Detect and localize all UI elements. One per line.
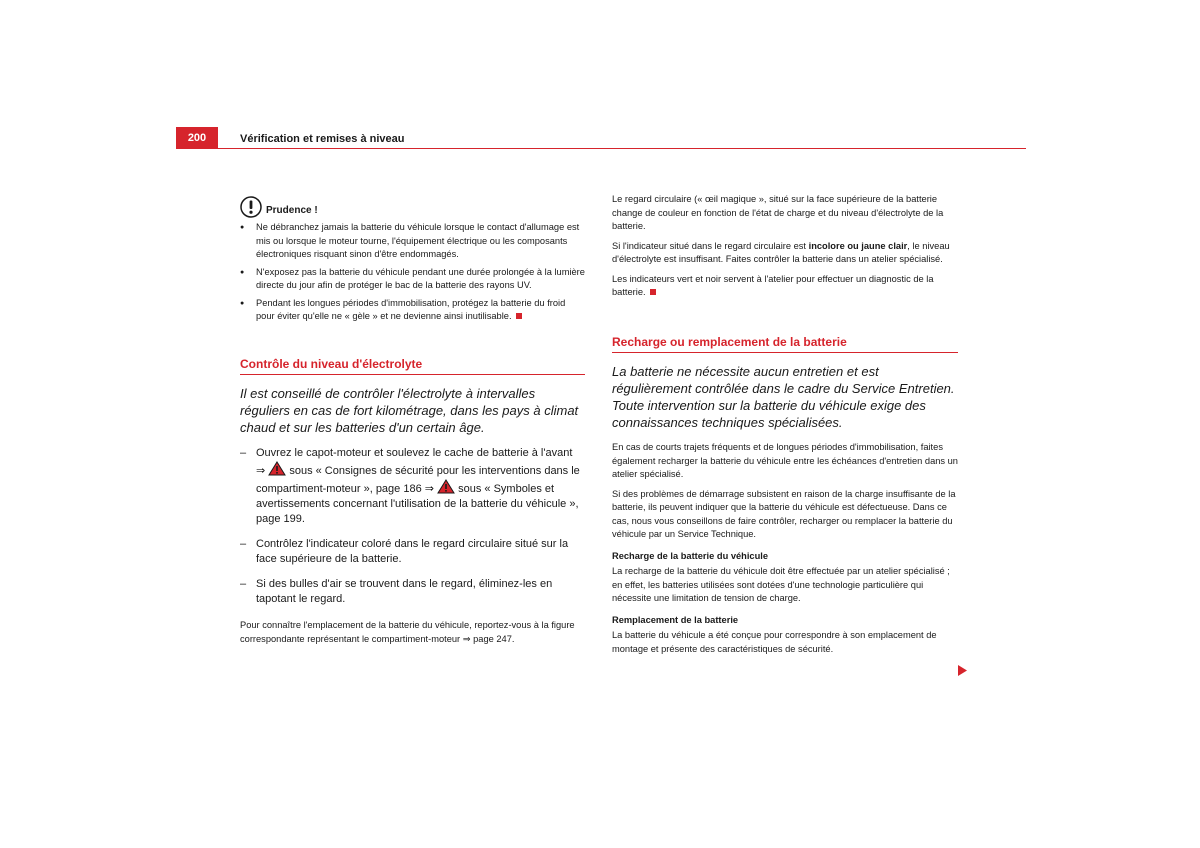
left-column xyxy=(240,196,585,652)
paragraph: Si des problèmes de démarrage subsistent en raison de la charge insuffisante de la batterie, ils peuvent indiquer que la batterie du véhicule est défectueuse. Dans ce cas, nous vous conseillons de faire contrôler, recharger ou remplacer la batterie du véhicule par un Service Technique. xyxy=(612,488,956,539)
caution-item: ● N'exposez pas la batterie du véhicule pendant une durée prolongée à la lumière directe du jour afin de protéger le bac de la batterie des rayons UV. xyxy=(240,266,585,293)
footnote-text: Pour connaître l'emplacement de la batterie du véhicule, reportez-vous à la figure correspondante représentant le compartiment-moteur xyxy=(240,620,575,644)
step-item: – Contrôlez l'indicateur coloré dans le regard circulaire situé sur la face supérieure de la batterie. xyxy=(240,537,585,567)
warning-triangle-icon xyxy=(268,461,286,476)
step1-text-c: sous « Symboles et avertissements concernant l'utilisation de la batterie du véhicule », page 199. xyxy=(256,483,579,525)
warning-triangle-icon xyxy=(437,479,455,494)
caution-item-text: Pendant les longues périodes d'immobilisation, protégez la batterie du froid pour éviter qu'elle ne « gèle » et ne devienne ainsi inutilisable. xyxy=(256,297,566,321)
recharge-heading: Recharge ou remplacement de la batterie xyxy=(612,336,958,354)
paragraph: En cas de courts trajets fréquents et de longues périodes d'immobilisation, faites également recharger la batterie du véhicule entre les échéances d'entretien dans un atelier spécialisé. xyxy=(612,442,958,479)
right-column xyxy=(612,193,958,662)
footnote xyxy=(240,619,585,646)
subheading: Recharge de la batterie du véhicule xyxy=(612,550,769,561)
page-title: Vérification et remises à niveau xyxy=(240,133,405,145)
caution-item xyxy=(240,297,585,324)
recharge-lead: La batterie ne nécessite aucun entretien et est régulièrement contrôlée dans le cadre du Service Entretien. Toute intervention sur la batterie du véhicule exige des connaissances techniques spécialisées. xyxy=(612,364,955,430)
exclamation-icon xyxy=(240,196,262,218)
ref-arrow: ⇒ xyxy=(256,465,266,477)
paragraph: La recharge de la batterie du véhicule doit être effectuée par un atelier spécialisé ; en effet, les batteries utilisées sont dotées d'une technologie particulière qui nécessite une limitation de tension de charge. xyxy=(612,566,950,603)
paragraph: Le regard circulaire (« œil magique », situé sur la face supérieure de la batterie change de couleur en fonction de l'état de charge et du niveau d'électrolyte de la batterie. xyxy=(612,194,944,231)
end-of-section-marker xyxy=(516,313,522,319)
paragraph-text: Les indicateurs vert et noir servent à l'atelier pour effectuer un diagnostic de la batterie. xyxy=(612,273,934,297)
paragraph-text: Si l'indicateur situé dans le regard circulaire est xyxy=(612,240,807,251)
ref-arrow: ⇒ xyxy=(462,633,471,644)
continue-arrow-icon xyxy=(958,665,967,676)
paragraph: La batterie du véhicule a été conçue pour correspondre à son emplacement de montage et présente des caractéristiques de sécurité. xyxy=(612,630,937,654)
paragraph xyxy=(612,273,958,300)
header-divider xyxy=(176,148,1026,149)
step1-text-a: Ouvrez le capot-moteur et soulevez le cache de batterie à l'avant xyxy=(256,447,573,459)
paragraph-text: , le niveau d'électrolyte est insuffisant. Faites contrôler la batterie dans un atelier spécialisé. xyxy=(612,240,950,264)
caution-title: Prudence ! xyxy=(266,205,318,217)
caution-list xyxy=(240,221,585,324)
caution-item: ● Ne débranchez jamais la batterie du véhicule lorsque le contact d'allumage est mis ou lorsque le moteur tourne, l'équipement électrique ou les composants électroniques risquant sinon d'être endommagés. xyxy=(240,221,585,262)
end-of-section-marker xyxy=(650,289,656,295)
page-number: 200 xyxy=(176,127,218,149)
emphasis-text: incolore ou jaune clair xyxy=(808,240,908,251)
electrolyte-heading: Contrôle du niveau d'électrolyte xyxy=(240,358,585,376)
footnote-page-ref: page 247. xyxy=(473,633,515,644)
step-item: – Si des bulles d'air se trouvent dans le regard, éliminez-les en tapotant le regard. xyxy=(240,577,585,607)
electrolyte-lead: Il est conseillé de contrôler l'électrolyte à intervalles réguliers en cas de fort kilométrage, dans les pays à climat chaud et sur les batteries d'un certain âge. xyxy=(240,386,579,435)
caution-header xyxy=(240,196,585,218)
step1-text-b: sous « Consignes de sécurité pour les interventions dans le compartiment-moteur », page 186 xyxy=(256,465,580,495)
step-item xyxy=(240,446,585,527)
paragraph xyxy=(612,240,958,267)
subheading: Remplacement de la batterie xyxy=(612,614,739,625)
ref-arrow: ⇒ xyxy=(424,483,434,495)
